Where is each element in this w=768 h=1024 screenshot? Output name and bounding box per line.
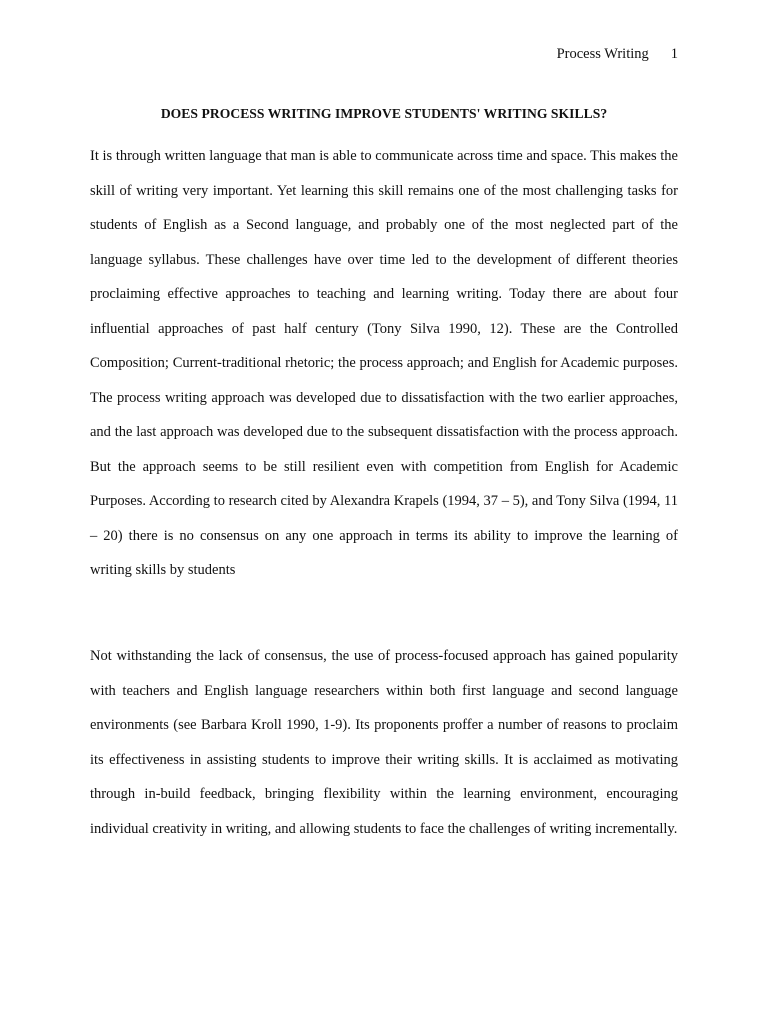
page-number: 1 bbox=[670, 46, 678, 62]
paragraph-1: It is through written language that man is able to communicate across time and space. This makes the skill of writing very important. Yet learning this skill remains one of the most challenging tasks for students of English as a Second language, and probably one of the most neglected part of the language syllabus. These challenges have over time led to the development of different theories proclaiming effective approaches to teaching and learning writing. Today there are about four influential approaches of past half century (Tony Silva 1990, 12). These are the Controlled Composition; Current-traditional rhetoric; the process approach; and English for Academic purposes. The process writing approach was developed due to dissatisfaction with the two earlier approaches, and the last approach was developed due to the subsequent dissatisfaction with the process approach. But the approach seems to be still resilient even with competition from English for Academic Purposes. According to research cited by Alexandra Krapels (1994, 37 – 5), and Tony Silva (1994, 11 – 20) there is no consensus on any one approach in terms its ability to improve the learning of writing skills by students bbox=[90, 148, 678, 578]
running-head bbox=[557, 44, 678, 64]
running-head-title: Process Writing bbox=[556, 46, 649, 62]
paragraph-2: Not withstanding the lack of consensus, the use of process-focused approach has gained popularity with teachers and English language researchers within both first language and second language environments (see Barbara Kroll 1990, 1-9). Its proponents proffer a number of reasons to proclaim its effectiveness in assisting students to improve their writing skills. It is acclaimed as motivating through in-build feedback, bringing flexibility within the learning environment, encouraging individual creativity in writing, and allowing students to face the challenges of writing incrementally. bbox=[90, 648, 678, 837]
document-title: DOES PROCESS WRITING IMPROVE STUDENTS' WRITING SKILLS? bbox=[160, 106, 608, 121]
